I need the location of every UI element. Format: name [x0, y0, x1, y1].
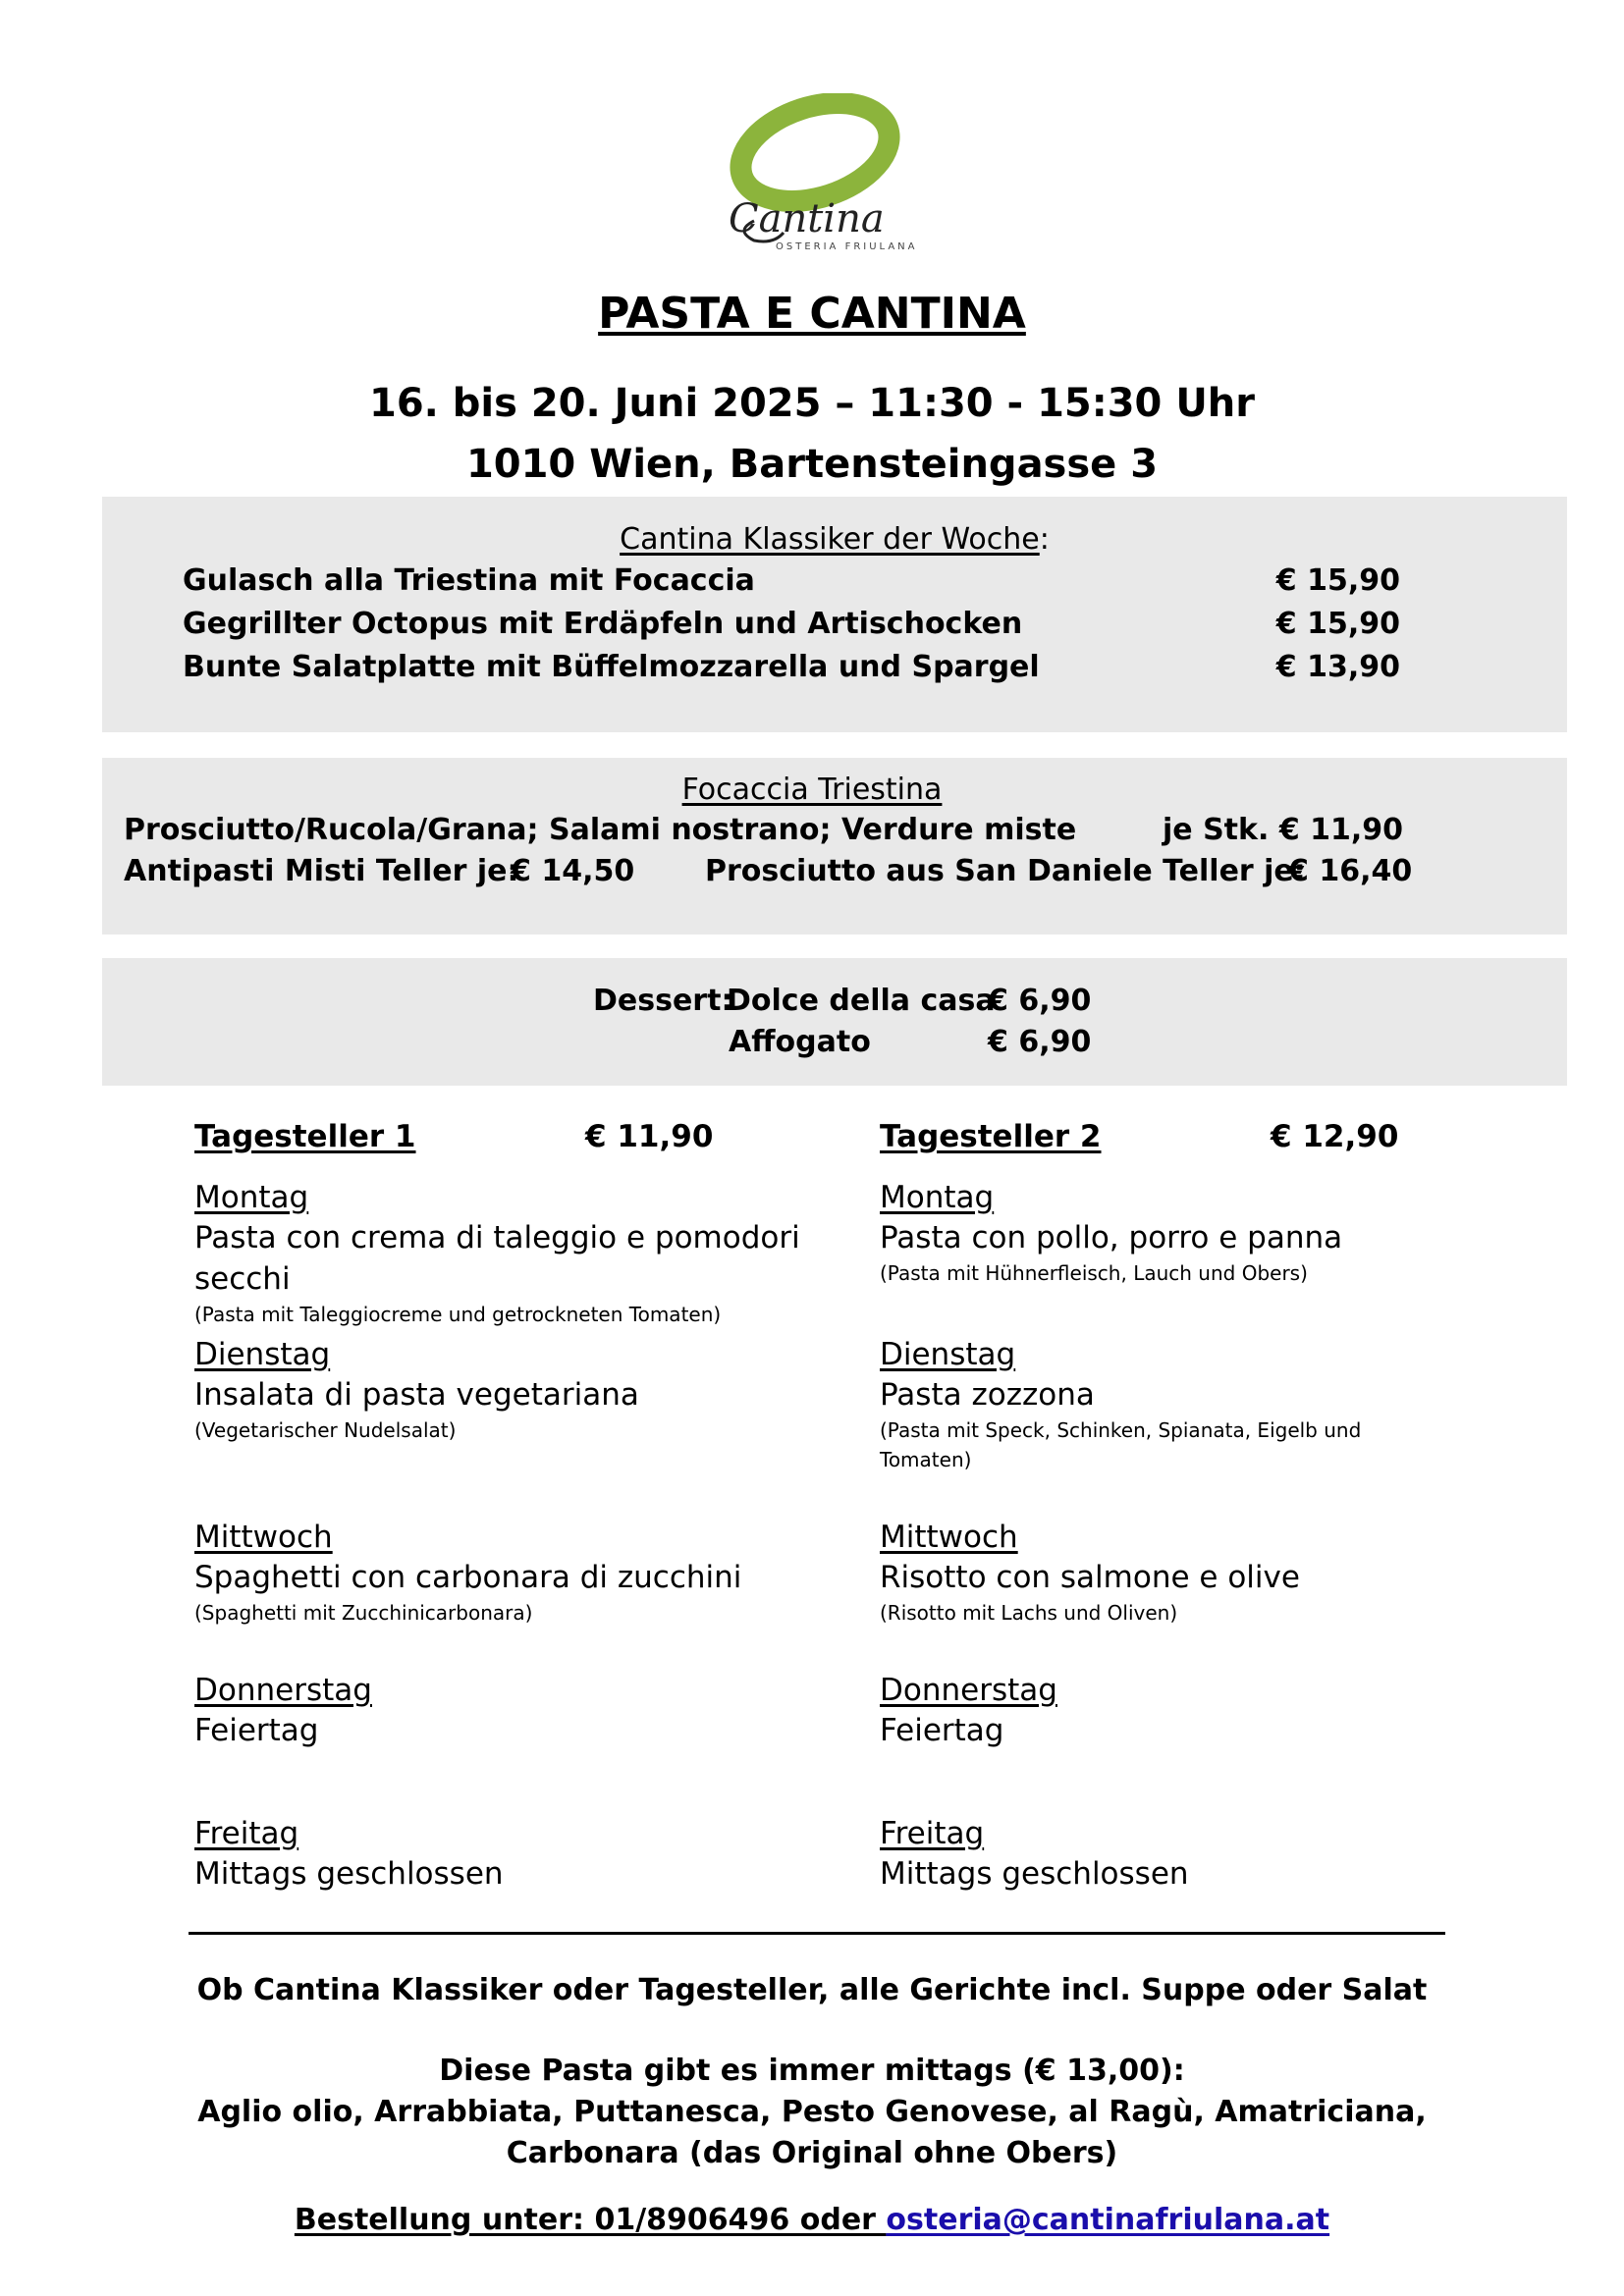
- event-address: 1010 Wien, Bartensteingasse 3: [465, 442, 1159, 487]
- dish-name: Pasta con pollo, porro e panna: [880, 1220, 1343, 1255]
- focaccia-price: je Stk. € 11,90: [1163, 813, 1404, 847]
- tagesteller-2: [880, 1119, 1508, 1904]
- klassiker-heading-text: Cantina Klassiker der Woche: [620, 522, 1040, 557]
- day-block: [880, 1335, 1508, 1474]
- day-block: [880, 1178, 1508, 1288]
- dish-name: Insalata di pasta vegetariana: [194, 1377, 639, 1413]
- pasta-list: Carbonara (das Original ohne Obers): [506, 2136, 1118, 2170]
- tagesteller-1: [194, 1119, 823, 1904]
- day-name: Dienstag: [880, 1337, 1016, 1372]
- klassiker-heading: [102, 522, 1567, 557]
- dish-name: Mittags geschlossen: [880, 1856, 1189, 1892]
- dessert-item: Dolce della casa: [727, 984, 996, 1018]
- day-block: [880, 1518, 1508, 1628]
- event-dates: 16. bis 20. Juni 2025 – 11:30 - 15:30 Uhr: [368, 381, 1255, 426]
- dish-name: Spaghetti con carbonara di zucchini: [194, 1560, 742, 1595]
- day-name: Donnerstag: [880, 1673, 1057, 1708]
- day-name: Mittwoch: [194, 1520, 333, 1555]
- divider: [189, 1932, 1445, 1935]
- dish-note: (Vegetarischer Nudelsalat): [194, 1418, 457, 1442]
- day-block: [880, 1671, 1508, 1751]
- pasta-list: Aglio olio, Arrabbiata, Puttanesca, Pesto Genovese, al Ragù, Amatriciana,: [197, 2095, 1427, 2129]
- day-block: [194, 1814, 823, 1895]
- dessert-price: € 6,90: [988, 1025, 1092, 1059]
- day-name: Freitag: [194, 1816, 299, 1851]
- day-block: [880, 1814, 1508, 1895]
- tagesteller-title: Tagesteller 1: [194, 1119, 416, 1154]
- email-link[interactable]: osteria@cantinafriulana.at: [886, 2203, 1330, 2237]
- day-name: Donnerstag: [194, 1673, 372, 1708]
- antipasti-label: Antipasti Misti Teller je:: [124, 854, 519, 888]
- day-name: Montag: [194, 1180, 309, 1215]
- day-name: Freitag: [880, 1816, 985, 1851]
- dish-name: Feiertag: [880, 1713, 1004, 1748]
- dish-name: Risotto con salmone e olive: [880, 1560, 1300, 1595]
- dish-name: Mittags geschlossen: [194, 1856, 504, 1892]
- day-name: Mittwoch: [880, 1520, 1018, 1555]
- day-block: [194, 1671, 823, 1751]
- order-line: [0, 2203, 1624, 2237]
- logo-script: Cantina: [729, 196, 885, 241]
- prosciutto-price: € 16,40: [1288, 854, 1413, 888]
- dish-name: Feiertag: [194, 1713, 319, 1748]
- dessert-price: € 6,90: [988, 984, 1092, 1018]
- klassiker-item-name: Gulasch alla Triestina mit Focaccia: [183, 563, 755, 598]
- klassiker-heading-colon: :: [1039, 522, 1050, 557]
- dessert-section: [102, 958, 1567, 1086]
- page-title: PASTA E CANTINA: [598, 289, 1026, 339]
- dish-note: (Pasta mit Hühnerfleisch, Lauch und Obers): [880, 1261, 1308, 1285]
- dish-note: (Pasta mit Speck, Schinken, Spianata, Eigelb und Tomaten): [880, 1418, 1362, 1471]
- klassiker-item-name: Bunte Salatplatte mit Büffelmozzarella und Spargel: [183, 650, 1040, 684]
- order-label: Bestellung unter: 01/8906496 oder: [294, 2203, 887, 2237]
- day-block: [194, 1518, 823, 1628]
- day-block: [194, 1178, 823, 1329]
- included-note: Ob Cantina Klassiker oder Tagesteller, alle Gerichte incl. Suppe oder Salat: [196, 1973, 1428, 2007]
- dish-note: (Risotto mit Lachs und Oliven): [880, 1601, 1178, 1625]
- dish-note: (Pasta mit Taleggiocreme und getrockneten Tomaten): [194, 1303, 722, 1326]
- day-block: [194, 1335, 823, 1445]
- klassiker-item-price: € 13,90: [1275, 650, 1400, 684]
- klassiker-item: [183, 650, 1400, 684]
- focaccia-heading: Focaccia Triestina: [681, 773, 943, 807]
- klassiker-item: [183, 563, 1400, 598]
- klassiker-item-price: € 15,90: [1275, 607, 1400, 641]
- klassiker-item: [183, 607, 1400, 641]
- dish-name: Pasta con crema di taleggio e pomodori secchi: [194, 1220, 800, 1297]
- dish-note: (Spaghetti mit Zucchinicarbonara): [194, 1601, 533, 1625]
- tagesteller-price: € 12,90: [1271, 1119, 1399, 1154]
- pasta-intro: Diese Pasta gibt es immer mittags (€ 13,00):: [439, 2054, 1185, 2088]
- focaccia-varieties: Prosciutto/Rucola/Grana; Salami nostrano; Verdure miste: [124, 813, 1077, 847]
- dessert-label: Dessert:: [593, 984, 733, 1018]
- dish-name: Pasta zozzona: [880, 1377, 1095, 1413]
- day-name: Dienstag: [194, 1337, 331, 1372]
- dessert-item: Affogato: [729, 1025, 871, 1059]
- logo-subtitle: OSTERIA FRIULANA: [776, 241, 918, 252]
- day-name: Montag: [880, 1180, 995, 1215]
- tagesteller-title: Tagesteller 2: [880, 1119, 1102, 1154]
- klassiker-item-name: Gegrillter Octopus mit Erdäpfeln und Artischocken: [183, 607, 1023, 641]
- tagesteller-price: € 11,90: [585, 1119, 714, 1154]
- klassiker-item-price: € 15,90: [1275, 563, 1400, 598]
- antipasti-price: € 14,50: [511, 854, 635, 888]
- prosciutto-label: Prosciutto aus San Daniele Teller je:: [705, 854, 1306, 888]
